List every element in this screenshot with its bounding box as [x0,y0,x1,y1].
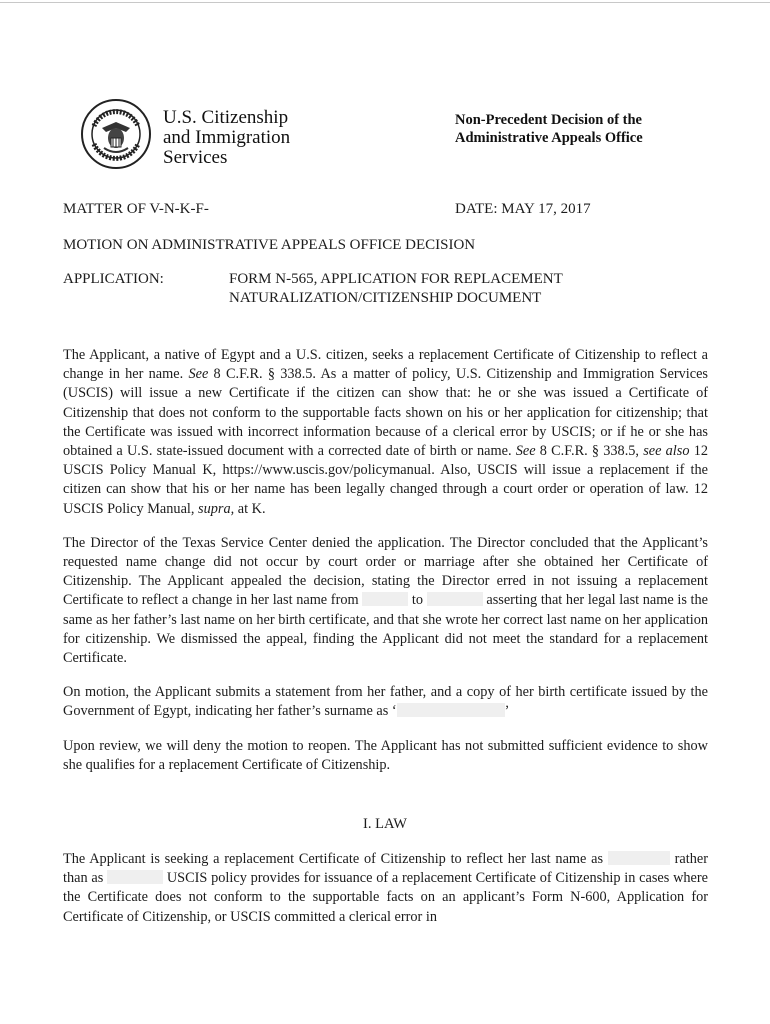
scan-edge-line [0,2,770,3]
paragraph-review: Upon review, we will deny the motion to reopen. The Applicant has not submitted sufficient evidence to show she qualifies for a replacement Certificate of Citizenship. [63,737,708,773]
motion-title: MOTION ON ADMINISTRATIVE APPEALS OFFICE DECISION [63,237,476,253]
application-line-2: NATURALIZATION/CITIZENSHIP DOCUMENT [229,290,542,306]
redaction-block [427,592,483,606]
law-body [63,850,708,942]
decision-header-line-2: Administrative Appeals Office [455,130,643,146]
application-line-1: FORM N-565, APPLICATION FOR REPLACEMENT [229,271,563,287]
redaction-block [362,592,408,606]
agency-line-2: and Immigration [163,127,291,148]
application-form [229,270,563,308]
redaction-block [397,703,505,717]
paragraph-background: The Applicant, a native of Egypt and a U.S. citizen, seeks a replacement Certificate of Citizenship to reflect a change in her name. See 8 C.F.R. § 338.5. As a matter of policy, U.S. Citizenship and Immigration Services (USCIS) will issue a new Certificate if the citizen can show that: he or she was issued a Certificate of Citizenship that does not conform to the supportable facts shown on his or her application for citizenship; that the Certificate was issued with incorrect information because of a clerical error by USCIS; or if he or she has obtained a U.S. state-issued document with a corrected date of birth or name. See 8 C.F.R. § 338.5, see also 12 USCIS Policy Manual K, https://www.uscis.gov/policymanual. Also, USCIS will issue a replacement if the citizen can show that his or her name has been legally changed through a court order or operation of law. 12 USCIS Policy Manual, supra, at K. [63,347,708,517]
agency-line-3: Services [163,147,228,168]
paragraph-law: The Applicant is seeking a replacement Certificate of Citizenship to reflect her last name as rather than as USCIS policy provides for issuance of a replacement Certificate of Citizenship in cases where the Certificate does not conform to the supportable facts on an applicant’s Form N-600, Application for Certificate of Citizenship, or USCIS committed a clerical error in [63,851,708,925]
dhs-seal-icon [80,98,152,170]
decision-header [455,111,643,147]
agency-line-1: U.S. Citizenship [163,107,289,128]
agency-name [163,108,290,168]
decision-date: DATE: MAY 17, 2017 [455,201,591,217]
section-heading-law: I. LAW [363,816,407,832]
redaction-block [608,851,670,865]
paragraph-procedural-history: The Director of the Texas Service Center denied the application. The Director concluded that the Applicant’s requested name change did not occur by court order or marriage after she obtained her Certificate of Citizenship. The Applicant appealed the decision, stating the Director erred in not issuing a replacement Certificate to reflect a change in her last name from to asserting that her legal last name is the same as her father’s last name on her birth certificate, and that she wrote her correct last name on her application for citizenship. We dismissed the appeal, finding the Applicant did not meet the standard for a replacement Certificate. [63,534,709,667]
matter-line: MATTER OF V-N-K-F- [63,201,209,217]
application-label: APPLICATION: [63,271,164,287]
decision-header-line-1: Non-Precedent Decision of the [455,112,642,128]
redaction-block [107,870,163,884]
decision-body [63,346,708,790]
paragraph-motion: On motion, the Applicant submits a statement from her father, and a copy of her birth certificate issued by the Government of Egypt, indicating her father’s surname as ‘ ’ [63,684,708,720]
